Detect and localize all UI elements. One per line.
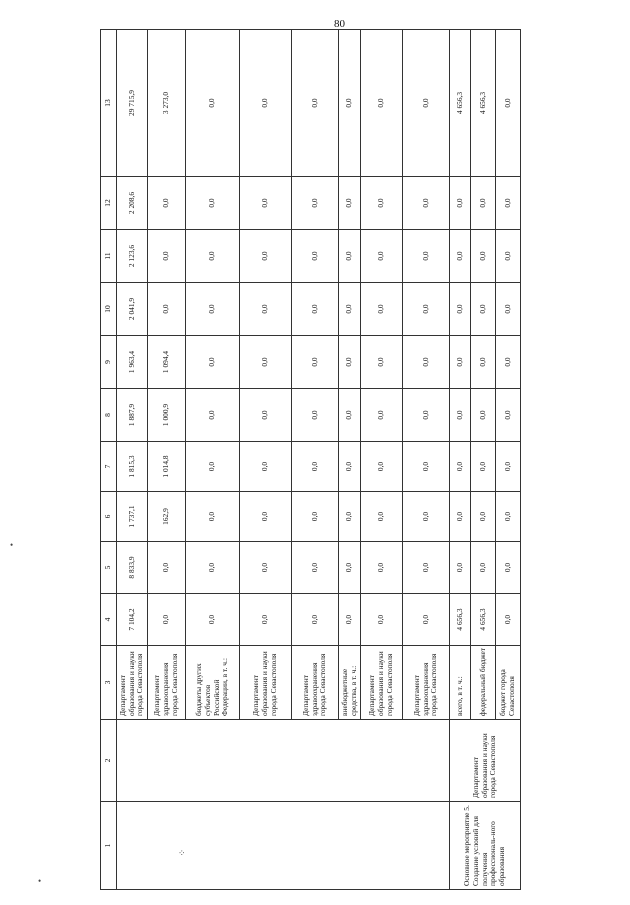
source-label: Департамент образования и науки города Севастополя — [361, 646, 403, 720]
value-cell: 0,0 — [339, 177, 361, 230]
value-cell: 0,0 — [361, 177, 403, 230]
block2-body — [450, 30, 521, 890]
value-cell: 0,0 — [186, 283, 240, 336]
value-cell: 8 833,9 — [117, 542, 148, 594]
value-cell: 0,0 — [471, 283, 496, 336]
value-cell: 0,0 — [292, 389, 339, 442]
value-cell: 0,0 — [471, 230, 496, 283]
value-cell: 0,0 — [148, 594, 186, 646]
value-cell: 0,0 — [339, 542, 361, 594]
value-cell: 0,0 — [403, 594, 450, 646]
value-cell: 162,9 — [148, 492, 186, 542]
event-cell: Основное мероприятие 5. Создание условий для получения профессиональ-ного образования — [450, 802, 521, 890]
value-cell: 0,0 — [292, 283, 339, 336]
value-cell: 0,0 — [186, 442, 240, 492]
column-header: 1 — [101, 802, 117, 890]
value-cell: 4 656,3 — [471, 594, 496, 646]
value-cell: 0,0 — [186, 30, 240, 177]
value-cell: 0,0 — [471, 389, 496, 442]
value-cell: 0,0 — [496, 283, 521, 336]
value-cell: 0,0 — [471, 442, 496, 492]
value-cell: 0,0 — [471, 336, 496, 389]
value-cell: 0,0 — [292, 542, 339, 594]
value-cell: 0,0 — [496, 492, 521, 542]
value-cell: 0,0 — [240, 336, 292, 389]
column-header: 6 — [101, 492, 117, 542]
column-header: 4 — [101, 594, 117, 646]
value-cell: 0,0 — [403, 283, 450, 336]
value-cell: 3 273,0 — [148, 30, 186, 177]
page-number: 80 — [334, 18, 345, 30]
column-header: 7 — [101, 442, 117, 492]
value-cell: 1 963,4 — [117, 336, 148, 389]
value-cell: 0,0 — [361, 594, 403, 646]
value-cell: 0,0 — [496, 389, 521, 442]
column-header: 9 — [101, 336, 117, 389]
value-cell: 0,0 — [403, 177, 450, 230]
value-cell: 0,0 — [450, 283, 471, 336]
value-cell: 0,0 — [240, 594, 292, 646]
column-header: 11 — [101, 230, 117, 283]
value-cell: 0,0 — [361, 283, 403, 336]
column-header: 8 — [101, 389, 117, 442]
event-cell — [117, 802, 450, 890]
scan-scribble: ⁘ — [178, 848, 186, 858]
value-cell: 0,0 — [496, 442, 521, 492]
column-header: 2 — [101, 720, 117, 802]
value-cell: 4 656,3 — [471, 30, 496, 177]
value-cell: 0,0 — [450, 230, 471, 283]
value-cell: 1 000,9 — [148, 389, 186, 442]
value-cell: 0,0 — [240, 542, 292, 594]
value-cell: 0,0 — [186, 230, 240, 283]
executor-cell: Департамент образования и науки города Севастополя — [450, 720, 521, 802]
value-cell: 0,0 — [148, 177, 186, 230]
value-cell: 0,0 — [186, 542, 240, 594]
value-cell: 0,0 — [361, 230, 403, 283]
value-cell: 29 715,9 — [117, 30, 148, 177]
value-cell: 0,0 — [339, 230, 361, 283]
value-cell: 0,0 — [496, 594, 521, 646]
value-cell: 0,0 — [403, 442, 450, 492]
column-header: 5 — [101, 542, 117, 594]
scan-dot: • — [10, 540, 14, 550]
value-cell: 0,0 — [148, 542, 186, 594]
value-cell: 0,0 — [496, 30, 521, 177]
value-cell: 2 041,9 — [117, 283, 148, 336]
value-cell: 0,0 — [186, 594, 240, 646]
value-cell: 0,0 — [292, 336, 339, 389]
value-cell: 0,0 — [403, 30, 450, 177]
finance-table — [100, 29, 521, 890]
value-cell: 7 104,2 — [117, 594, 148, 646]
value-cell: 0,0 — [240, 442, 292, 492]
source-label: бюджет города Севастополя — [496, 646, 521, 720]
value-cell: 0,0 — [339, 336, 361, 389]
source-label: Департамент образования и науки города Севастополя — [240, 646, 292, 720]
value-cell: 0,0 — [292, 30, 339, 177]
source-label: Департамент здравоохранения города Севастополя — [292, 646, 339, 720]
value-cell: 0,0 — [292, 442, 339, 492]
value-cell: 0,0 — [450, 442, 471, 492]
value-cell: 0,0 — [403, 492, 450, 542]
value-cell: 0,0 — [361, 442, 403, 492]
column-header: 13 — [101, 30, 117, 177]
source-label: Департамент образования и науки города Севастополя — [117, 646, 148, 720]
value-cell: 0,0 — [148, 283, 186, 336]
value-cell: 0,0 — [361, 542, 403, 594]
value-cell: 2 208,6 — [117, 177, 148, 230]
block1-body — [117, 30, 450, 890]
value-cell: 0,0 — [403, 542, 450, 594]
source-label: всего, в т. ч.: — [450, 646, 471, 720]
value-cell: 0,0 — [450, 177, 471, 230]
value-cell: 0,0 — [496, 336, 521, 389]
value-cell: 0,0 — [292, 492, 339, 542]
value-cell: 0,0 — [339, 283, 361, 336]
value-cell: 0,0 — [292, 594, 339, 646]
table-row — [117, 30, 148, 890]
value-cell: 0,0 — [186, 389, 240, 442]
value-cell: 0,0 — [339, 492, 361, 542]
value-cell: 0,0 — [403, 336, 450, 389]
value-cell: 1 014,8 — [148, 442, 186, 492]
value-cell: 0,0 — [240, 389, 292, 442]
column-header: 12 — [101, 177, 117, 230]
value-cell: 0,0 — [240, 283, 292, 336]
value-cell: 0,0 — [292, 230, 339, 283]
value-cell: 4 656,3 — [450, 594, 471, 646]
column-header: 10 — [101, 283, 117, 336]
header-row — [101, 30, 117, 890]
rotated-table-wrapper — [100, 30, 560, 890]
value-cell: 4 656,3 — [450, 30, 471, 177]
value-cell: 0,0 — [292, 177, 339, 230]
value-cell: 2 123,6 — [117, 230, 148, 283]
source-label: Департамент здравоохранения города Севастополя — [403, 646, 450, 720]
value-cell: 0,0 — [186, 177, 240, 230]
value-cell: 0,0 — [471, 542, 496, 594]
table-row — [450, 30, 471, 890]
value-cell: 0,0 — [450, 542, 471, 594]
value-cell: 0,0 — [361, 389, 403, 442]
value-cell: 1 887,9 — [117, 389, 148, 442]
value-cell: 0,0 — [186, 336, 240, 389]
value-cell: 0,0 — [240, 30, 292, 177]
value-cell: 0,0 — [339, 389, 361, 442]
source-label: бюджеты других субъектов Российской Федерации, в т. ч.: — [186, 646, 240, 720]
value-cell: 0,0 — [450, 336, 471, 389]
value-cell: 1 815,3 — [117, 442, 148, 492]
value-cell: 0,0 — [339, 442, 361, 492]
value-cell: 0,0 — [339, 594, 361, 646]
source-label: федеральный бюджет — [471, 646, 496, 720]
value-cell: 0,0 — [339, 30, 361, 177]
value-cell: 0,0 — [471, 492, 496, 542]
scan-dot: • — [38, 876, 42, 886]
value-cell: 0,0 — [471, 177, 496, 230]
value-cell: 0,0 — [240, 492, 292, 542]
value-cell: 0,0 — [403, 230, 450, 283]
value-cell: 0,0 — [186, 492, 240, 542]
value-cell: 0,0 — [450, 389, 471, 442]
value-cell: 1 094,4 — [148, 336, 186, 389]
value-cell: 0,0 — [496, 230, 521, 283]
column-header: 3 — [101, 646, 117, 720]
value-cell: 0,0 — [240, 177, 292, 230]
value-cell: 0,0 — [403, 389, 450, 442]
value-cell: 0,0 — [148, 230, 186, 283]
value-cell: 1 737,1 — [117, 492, 148, 542]
value-cell: 0,0 — [361, 30, 403, 177]
value-cell: 0,0 — [240, 230, 292, 283]
value-cell: 0,0 — [361, 492, 403, 542]
value-cell: 0,0 — [496, 177, 521, 230]
value-cell: 0,0 — [496, 542, 521, 594]
value-cell: 0,0 — [361, 336, 403, 389]
source-label: внебюджетные средства, в т. ч.: — [339, 646, 361, 720]
value-cell: 0,0 — [450, 492, 471, 542]
executor-cell — [117, 720, 450, 802]
source-label: Департамент здравоохранения города Севастополя — [148, 646, 186, 720]
